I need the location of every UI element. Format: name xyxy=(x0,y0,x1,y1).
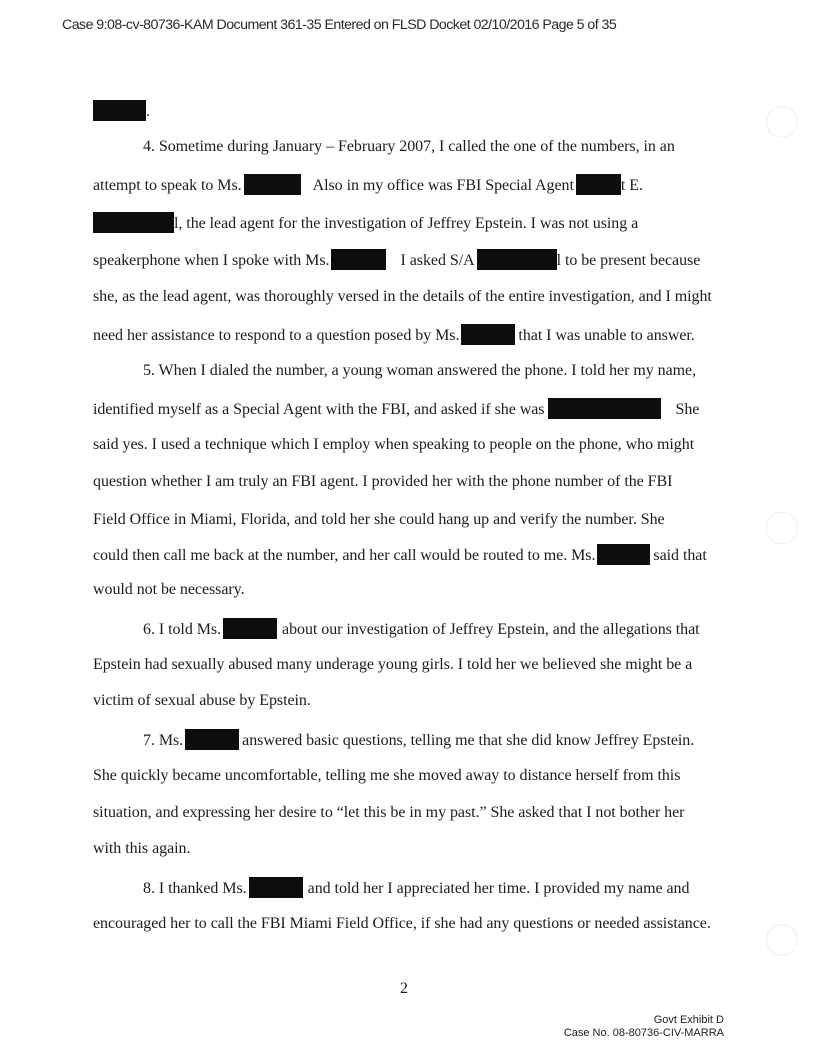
body-line: she, as the lead agent, was thoroughly versed in the details of the entire investigation, and I might xyxy=(93,288,712,305)
body-line: question whether I am truly an FBI agent. I provided her with the phone number of the FBI xyxy=(93,473,673,490)
redaction-box xyxy=(331,249,386,270)
body-line: Field Office in Miami, Florida, and told her she could hang up and verify the number. She xyxy=(93,511,665,528)
body-line: with this again. xyxy=(93,840,191,857)
body-line: . xyxy=(93,100,150,122)
body-line: l, the lead agent for the investigation of Jeffrey Epstein. I was not using a xyxy=(93,212,638,234)
body-line: situation, and expressing her desire to “let this be in my past.” She asked that I not bother her xyxy=(93,804,685,821)
redaction-box xyxy=(461,324,515,345)
redaction-box xyxy=(93,100,146,121)
punch-hole-mark xyxy=(766,924,798,956)
paragraph-8-line: 8. I thanked Ms. and told her I appreciated her time. I provided my name and xyxy=(143,877,689,899)
redaction-box xyxy=(477,249,557,270)
body-line: attempt to speak to Ms. Also in my office was FBI Special Agent t E. xyxy=(93,174,643,196)
punch-hole-mark xyxy=(766,512,798,544)
body-line: said yes. I used a technique which I employ when speaking to people on the phone, who might xyxy=(93,436,695,453)
redaction-box xyxy=(249,877,303,898)
body-line: Epstein had sexually abused many underage young girls. I told her we believed she might be a xyxy=(93,656,693,673)
redaction-box xyxy=(244,174,301,195)
page-number: 2 xyxy=(400,980,408,997)
case-header-stamp: Case 9:08-cv-80736-KAM Document 361-35 Entered on FLSD Docket 02/10/2016 Page 5 of 35 xyxy=(62,17,617,33)
body-line: speakerphone when I spoke with Ms. I asked S/A l to be present because xyxy=(93,249,700,271)
body-line: victim of sexual abuse by Epstein. xyxy=(93,692,311,709)
redaction-box xyxy=(597,544,650,565)
body-line: identified myself as a Special Agent with the FBI, and asked if she was She xyxy=(93,398,699,420)
body-line: encouraged her to call the FBI Miami Field Office, if she had any questions or needed assistance. xyxy=(93,915,711,932)
exhibit-label xyxy=(564,1014,724,1040)
paragraph-6-line: 6. I told Ms. about our investigation of Jeffrey Epstein, and the allegations that xyxy=(143,618,700,640)
exhibit-case-number: Case No. 08-80736-CIV-MARRA xyxy=(563,1027,724,1039)
body-line: need her assistance to respond to a question posed by Ms. that I was unable to answer. xyxy=(93,324,695,346)
redaction-box xyxy=(223,618,277,639)
redaction-box xyxy=(548,398,661,419)
paragraph-5-line: 5. When I dialed the number, a young woman answered the phone. I told her my name, xyxy=(143,362,697,379)
punch-hole-mark xyxy=(766,106,798,138)
body-line: She quickly became uncomfortable, telling me she moved away to distance herself from this xyxy=(93,767,681,784)
paragraph-7-line: 7. Ms. answered basic questions, telling me that she did know Jeffrey Epstein. xyxy=(143,729,694,751)
redaction-box xyxy=(576,174,621,195)
body-line: could then call me back at the number, and her call would be routed to me. Ms. said that xyxy=(93,544,707,566)
redaction-box xyxy=(185,729,239,750)
redaction-box xyxy=(93,212,174,233)
body-line: would not be necessary. xyxy=(93,581,245,598)
paragraph-4-line: 4. Sometime during January – February 2007, I called the one of the numbers, in an xyxy=(143,138,675,155)
exhibit-title: Govt Exhibit D xyxy=(653,1014,724,1026)
